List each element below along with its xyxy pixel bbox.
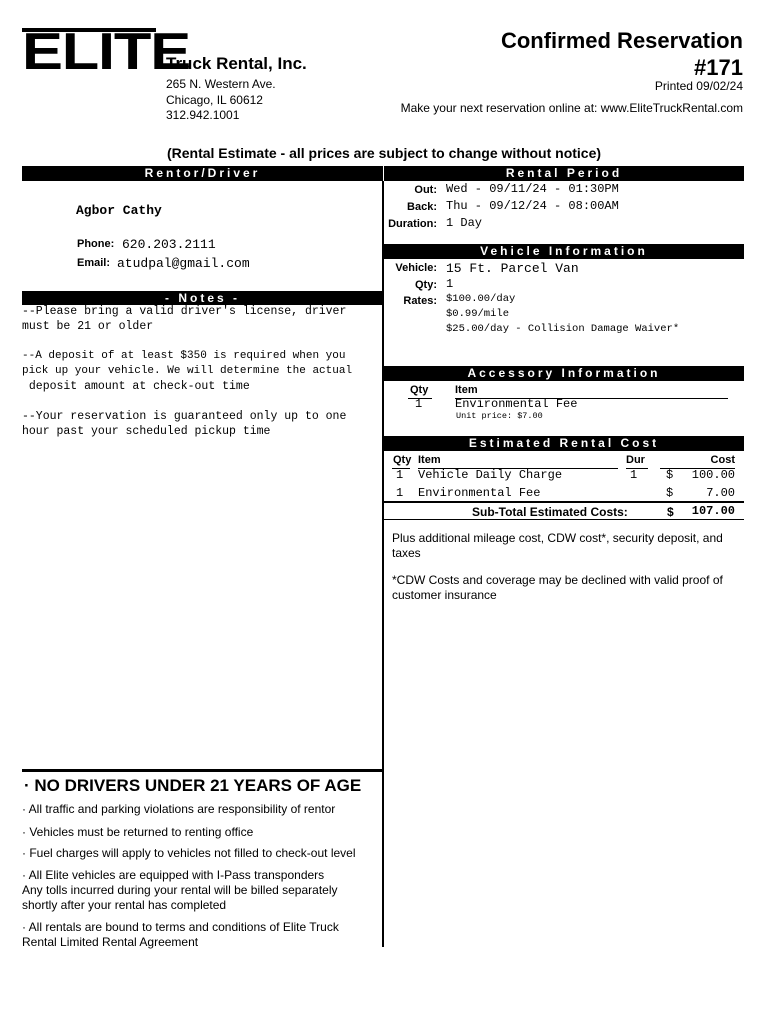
company-address-line2: Chicago, IL 60612 <box>166 93 263 107</box>
back-label: Back: <box>407 201 437 213</box>
cost-row-currency: $ <box>666 486 674 500</box>
cost-cost-header: Cost <box>710 454 735 466</box>
estimated-cost-heading: Estimated Rental Cost <box>384 436 744 451</box>
vehicle-type: 15 Ft. Parcel Van <box>446 261 579 276</box>
rates-label: Rates: <box>403 295 437 307</box>
company-phone: 312.942.1001 <box>166 108 240 122</box>
renter-name: Agbor Cathy <box>76 203 162 218</box>
notes-line: pick up your vehicle. We will determine the actual <box>22 365 353 377</box>
vehicle-info-heading: Vehicle Information <box>384 244 744 259</box>
notes-line: --Please bring a valid driver's license, driver <box>22 305 347 318</box>
accessory-item: Environmental Fee <box>455 397 578 411</box>
cost-row-amount: 7.00 <box>706 486 735 500</box>
notes-line: deposit amount at check-out time <box>22 380 250 393</box>
cost-qty-header: Qty <box>393 454 412 466</box>
notes-line: --A deposit of at least $350 is required when you <box>22 350 346 362</box>
subtotal-amount: 107.00 <box>691 504 735 518</box>
rule-item: · All traffic and parking violations are responsibility of rentor <box>22 802 336 816</box>
cost-dur-header: Dur <box>626 454 645 466</box>
vehicle-qty-label: Qty: <box>415 279 437 291</box>
printed-date: Printed 09/02/24 <box>654 79 743 93</box>
subtotal-currency: $ <box>667 505 674 519</box>
rule-item: · All Elite vehicles are equipped with I-Pass transponders Any tolls incurred during your rental will be billed separately shortly after your rental has completed <box>22 868 338 912</box>
cost-row-qty: 1 <box>396 468 404 482</box>
cost-row-currency: $ <box>666 468 674 482</box>
cost-item-header: Item <box>418 454 441 466</box>
notes-line: --Your reservation is guaranteed only up to one <box>22 410 347 423</box>
age-requirement-heading: · NO DRIVERS UNDER 21 YEARS OF AGE <box>24 776 362 795</box>
renter-driver-heading: Rentor/Driver <box>22 166 383 181</box>
rule-item: · Fuel charges will apply to vehicles not filled to check-out level <box>22 846 356 860</box>
vehicle-qty: 1 <box>446 277 454 291</box>
back-datetime: Thu - 09/12/24 - 08:00AM <box>446 199 619 213</box>
cost-row-amount: 100.00 <box>691 468 735 482</box>
rules-divider <box>22 769 382 772</box>
accessory-qty-header: Qty <box>410 384 429 396</box>
duration-value: 1 Day <box>446 216 483 230</box>
rate-cdw: $25.00/day - Collision Damage Waiver* <box>446 323 680 335</box>
company-address-line1: 265 N. Western Ave. <box>166 77 276 91</box>
rule-item: · Vehicles must be returned to renting office <box>22 825 254 839</box>
subtotal-label: Sub-Total Estimated Costs: <box>472 505 628 519</box>
document-title: Confirmed Reservation <box>500 28 743 53</box>
rate-daily: $100.00/day <box>446 293 516 305</box>
notes-line: hour past your scheduled pickup time <box>22 425 271 438</box>
notes-line: must be 21 or older <box>22 320 154 333</box>
accessory-qty: 1 <box>415 397 423 411</box>
elite-logo: ELITE <box>22 23 190 81</box>
cost-row-qty: 1 <box>396 486 404 500</box>
phone-label: Phone: <box>77 238 115 250</box>
accessory-info-heading: Accessory Information <box>384 366 744 381</box>
additional-costs-note: Plus additional mileage cost, CDW cost*, security deposit, and taxes <box>392 531 723 560</box>
notes-heading: - Notes - <box>22 291 383 305</box>
rental-estimate-notice: (Rental Estimate - all prices are subject to change without notice) <box>166 145 602 161</box>
vehicle-label: Vehicle: <box>395 262 437 274</box>
cost-row-item: Vehicle Daily Charge <box>418 468 563 482</box>
company-name: Truck Rental, Inc. <box>166 54 307 73</box>
out-datetime: Wed - 09/11/24 - 01:30PM <box>446 182 619 196</box>
accessory-item-header: Item <box>455 384 478 396</box>
rate-mileage: $0.99/mile <box>446 308 510 320</box>
rental-period-heading: Rental Period <box>384 166 744 181</box>
rule-item: · All rentals are bound to terms and conditions of Elite Truck Rental Limited Rental Agreement <box>22 920 339 949</box>
subtotal-rule <box>384 501 744 503</box>
duration-label: Duration: <box>388 218 437 230</box>
online-reservation-note: Make your next reservation online at: www.EliteTruckRental.com <box>400 101 743 115</box>
out-label: Out: <box>414 184 437 196</box>
cost-row-item: Environmental Fee <box>418 486 541 500</box>
email-label: Email: <box>77 257 111 269</box>
renter-email: atudpal@gmail.com <box>117 256 250 271</box>
subtotal-bottom-rule <box>384 519 744 520</box>
reservation-number: #171 <box>694 55 743 80</box>
renter-phone: 620.203.2111 <box>122 237 216 252</box>
cost-row-dur: 1 <box>630 468 638 482</box>
accessory-unit-price: Unit price: $7.00 <box>456 411 543 421</box>
cdw-note: *CDW Costs and coverage may be declined with valid proof of customer insurance <box>392 573 723 602</box>
